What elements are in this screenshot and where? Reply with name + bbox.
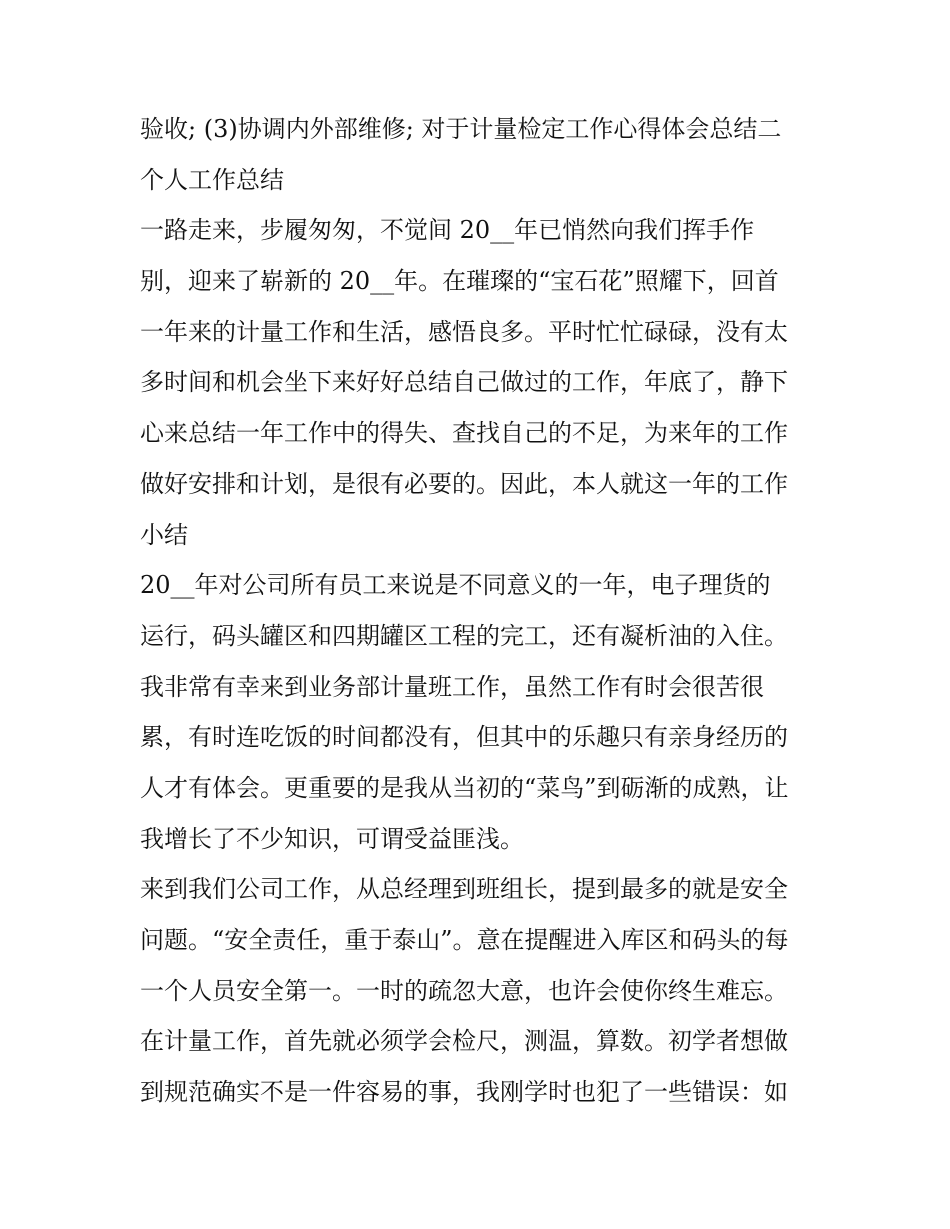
text-line: 个人工作总结 <box>140 165 284 194</box>
text-line: 我增长了不少知识，可谓受益匪浅。 <box>140 824 524 853</box>
text-line: 多时间和机会坐下来好好总结自己做过的工作，年底了，静下 <box>140 368 788 397</box>
text-line: 累，有时连吃饭的时间都没有，但其中的乐趣只有亲身经历的 <box>140 723 788 752</box>
text-line: 来到我们公司工作，从总经理到班组长，提到最多的就是安全 <box>140 875 788 904</box>
text-line: 一个人员安全第一。一时的疏忽大意，也许会使你终生难忘。 <box>140 976 788 1005</box>
text-line: 心来总结一年工作中的得失、查找自己的不足，为来年的工作 <box>140 419 788 448</box>
text-line: 一年来的计量工作和生活，感悟良多。平时忙忙碌碌，没有太 <box>140 317 788 346</box>
text-line: 20__年对公司所有员工来说是不同意义的一年，电子理货的 <box>140 571 771 600</box>
text-line: 小结 <box>140 520 188 549</box>
text-line: 做好安排和计划，是很有必要的。因此，本人就这一年的工作 <box>140 469 788 498</box>
text-line: 到规范确实不是一件容易的事，我刚学时也犯了一些错误：如 <box>140 1078 788 1107</box>
text-line: 验收; (3)协调内外部维修; 对于计量检定工作心得体会总结二 <box>140 115 782 143</box>
text-line: 我非常有幸来到业务部计量班工作，虽然工作有时会很苦很 <box>140 672 764 701</box>
text-line: 在计量工作，首先就必须学会检尺，测温，算数。初学者想做 <box>140 1027 788 1056</box>
text-line: 运行，码头罐区和四期罐区工程的完工，还有凝析油的入住。 <box>140 621 788 650</box>
text-line: 问题。“安全责任，重于泰山”。意在提醒进入库区和码头的每 <box>140 926 789 954</box>
text-line: 人才有体会。更重要的是我从当初的“菜鸟”到砺渐的成熟，让 <box>140 773 789 802</box>
text-line: 别，迎来了崭新的 20__年。在璀璨的“宝石花”照耀下，回首 <box>140 267 779 296</box>
document-body <box>140 104 820 1118</box>
text-line: 一路走来，步履匆匆，不觉间 20__年已悄然向我们挥手作 <box>140 216 755 245</box>
